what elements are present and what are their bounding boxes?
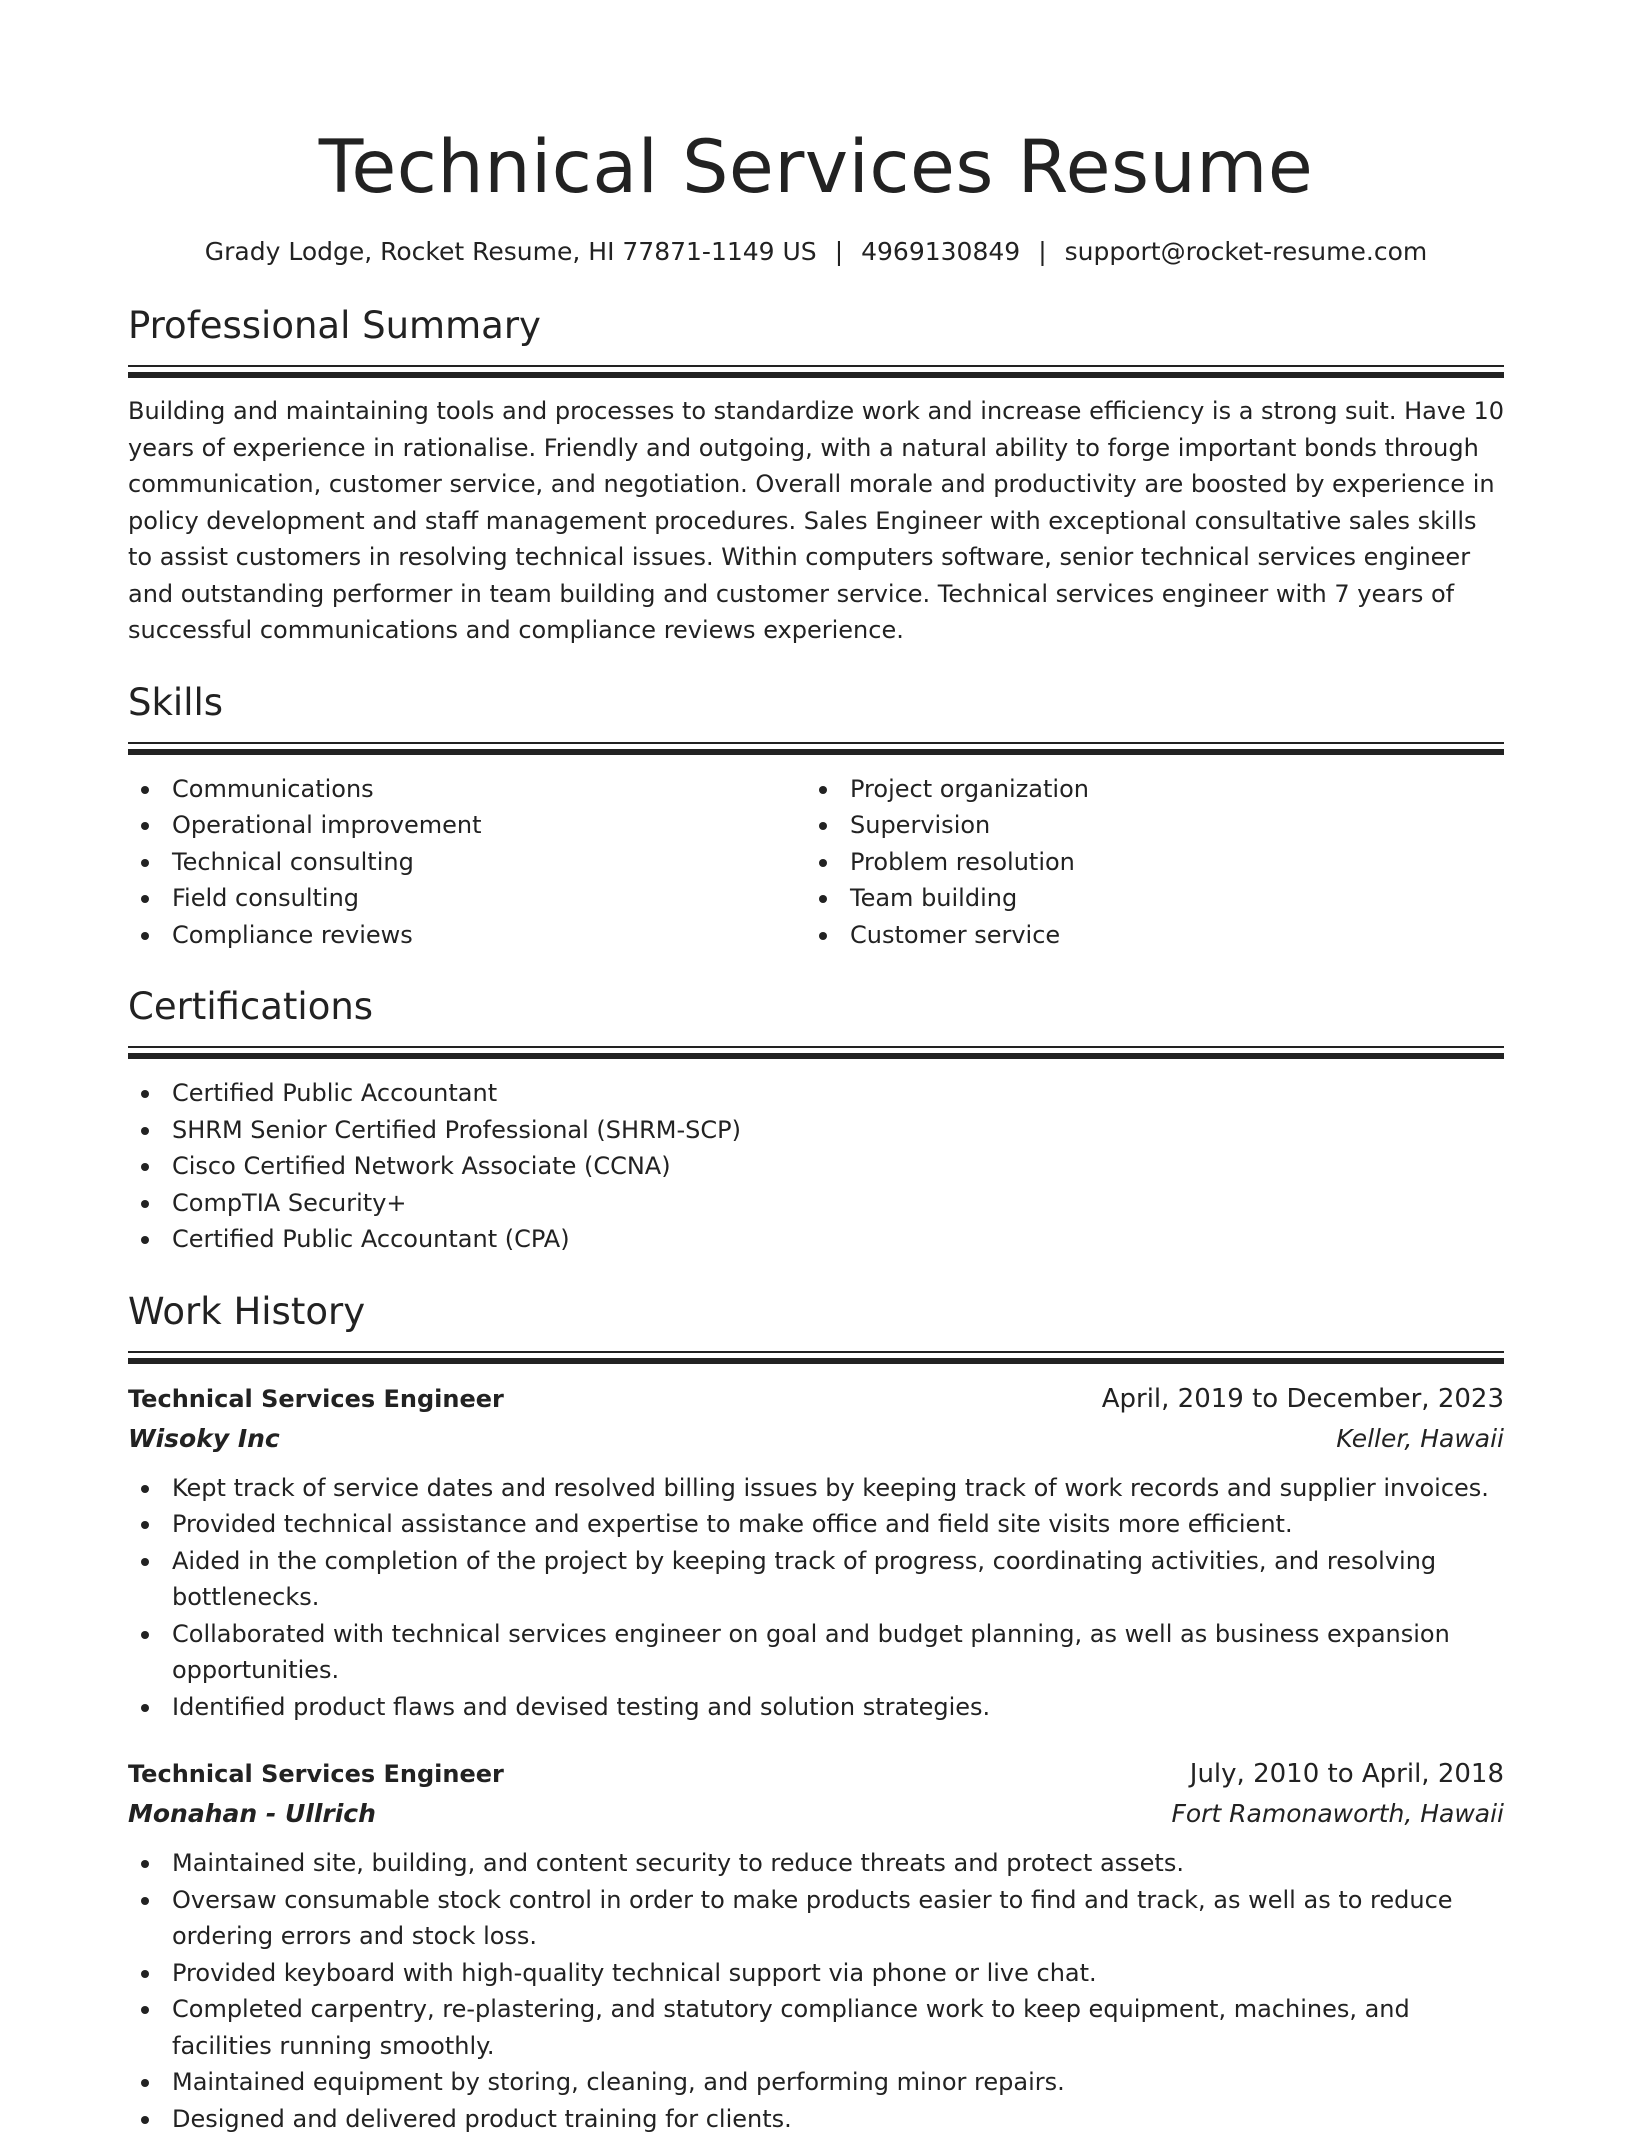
skill-item: Technical consulting xyxy=(128,844,806,881)
skills-list-right xyxy=(806,771,1484,954)
job-duty-item: Completed carpentry, re-plastering, and statutory compliance work to keep equipment, machines, and facilities running smoothly. xyxy=(128,1991,1504,2064)
job-duty-item: Provided technical assistance and expertise to make office and field site visits more efficient. xyxy=(128,1506,1504,1543)
skill-item: Team building xyxy=(806,880,1484,917)
certification-item: Certified Public Accountant (CPA) xyxy=(128,1221,1504,1258)
summary-heading: Professional Summary xyxy=(128,302,1504,350)
section-divider xyxy=(128,742,1504,755)
job-duty-item: Provided keyboard with high-quality technical support via phone or live chat. xyxy=(128,1955,1504,1992)
certification-item: Certified Public Accountant xyxy=(128,1075,1504,1112)
job-dates: July, 2010 to April, 2018 xyxy=(1190,1755,1504,1794)
job-duties-list xyxy=(128,1470,1504,1726)
certifications-section xyxy=(128,983,1504,1258)
job-duty-item: Maintained site, building, and content security to reduce threats and protect assets. xyxy=(128,1845,1504,1882)
skills-grid xyxy=(128,771,1504,954)
job-duty-item: Aided in the completion of the project by keeping track of progress, coordinating activities, and resolving bottlenecks. xyxy=(128,1543,1504,1616)
job-duty-item: Collaborated with technical services engineer on goal and budget planning, as well as business expansion opportunities. xyxy=(128,1616,1504,1689)
skills-column-left xyxy=(128,771,806,954)
certification-item: CompTIA Security+ xyxy=(128,1185,1504,1222)
job-dates: April, 2019 to December, 2023 xyxy=(1102,1380,1504,1419)
job-duty-item: Kept track of service dates and resolved billing issues by keeping track of work records and supplier invoices. xyxy=(128,1470,1504,1507)
contact-line xyxy=(128,234,1504,270)
summary-section xyxy=(128,302,1504,649)
job-entry xyxy=(128,1755,1504,2137)
job-title: Technical Services Engineer xyxy=(128,1755,504,1794)
section-divider xyxy=(128,1046,1504,1059)
job-duties-list xyxy=(128,1845,1504,2137)
contact-address: Grady Lodge, Rocket Resume, HI 77871-1149 US xyxy=(205,237,817,266)
summary-text: Building and maintaining tools and processes to standardize work and increase efficiency is a strong suit. Have 10 years of experience in rationalise. Friendly and outgoing, with a natural ability to forge important bonds through communication, customer service, and negotiation. Overall morale and productivity are boosted by experience in policy development and staff management procedures. Sales Engineer with exceptional consultative sales skills to assist customers in resolving technical issues. Within computers software, senior technical services engineer and outstanding performer in team building and customer service. Technical services engineer with 7 years of successful communications and compliance reviews experience. xyxy=(128,393,1504,649)
job-header xyxy=(128,1755,1504,1794)
skills-list-left xyxy=(128,771,806,954)
skill-item: Communications xyxy=(128,771,806,808)
contact-email: support@rocket-resume.com xyxy=(1065,237,1428,266)
job-duty-item: Maintained equipment by storing, cleaning, and performing minor repairs. xyxy=(128,2064,1504,2101)
work-history-section xyxy=(128,1288,1504,2137)
job-subheader xyxy=(128,1419,1504,1458)
contact-phone: 4969130849 xyxy=(861,237,1020,266)
job-title: Technical Services Engineer xyxy=(128,1380,504,1419)
job-duty-item: Oversaw consumable stock control in order to make products easier to find and track, as well as to reduce ordering errors and stock loss. xyxy=(128,1882,1504,1955)
skill-item: Operational improvement xyxy=(128,807,806,844)
contact-separator: | xyxy=(835,234,843,270)
job-header xyxy=(128,1380,1504,1419)
skill-item: Supervision xyxy=(806,807,1484,844)
work-history-heading: Work History xyxy=(128,1288,1504,1336)
contact-separator: | xyxy=(1038,234,1046,270)
skills-column-right xyxy=(806,771,1484,954)
resume-page xyxy=(128,0,1504,2137)
skill-item: Field consulting xyxy=(128,880,806,917)
skills-heading: Skills xyxy=(128,679,1504,727)
certification-item: Cisco Certified Network Associate (CCNA) xyxy=(128,1148,1504,1185)
job-duty-item: Designed and delivered product training for clients. xyxy=(128,2101,1504,2137)
job-location: Keller, Hawaii xyxy=(1336,1419,1504,1458)
job-company: Monahan - Ullrich xyxy=(128,1794,376,1833)
skill-item: Problem resolution xyxy=(806,844,1484,881)
certification-item: SHRM Senior Certified Professional (SHRM-SCP) xyxy=(128,1112,1504,1149)
skill-item: Compliance reviews xyxy=(128,917,806,954)
job-subheader xyxy=(128,1794,1504,1833)
certifications-heading: Certifications xyxy=(128,983,1504,1031)
section-divider xyxy=(128,365,1504,378)
job-duty-item: Identified product flaws and devised testing and solution strategies. xyxy=(128,1689,1504,1726)
certifications-list xyxy=(128,1075,1504,1258)
skills-section xyxy=(128,679,1504,954)
job-company: Wisoky Inc xyxy=(128,1419,280,1458)
section-divider xyxy=(128,1351,1504,1364)
resume-title: Technical Services Resume xyxy=(128,120,1504,216)
skill-item: Project organization xyxy=(806,771,1484,808)
job-location: Fort Ramonaworth, Hawaii xyxy=(1171,1794,1504,1833)
skill-item: Customer service xyxy=(806,917,1484,954)
job-entry xyxy=(128,1380,1504,1726)
